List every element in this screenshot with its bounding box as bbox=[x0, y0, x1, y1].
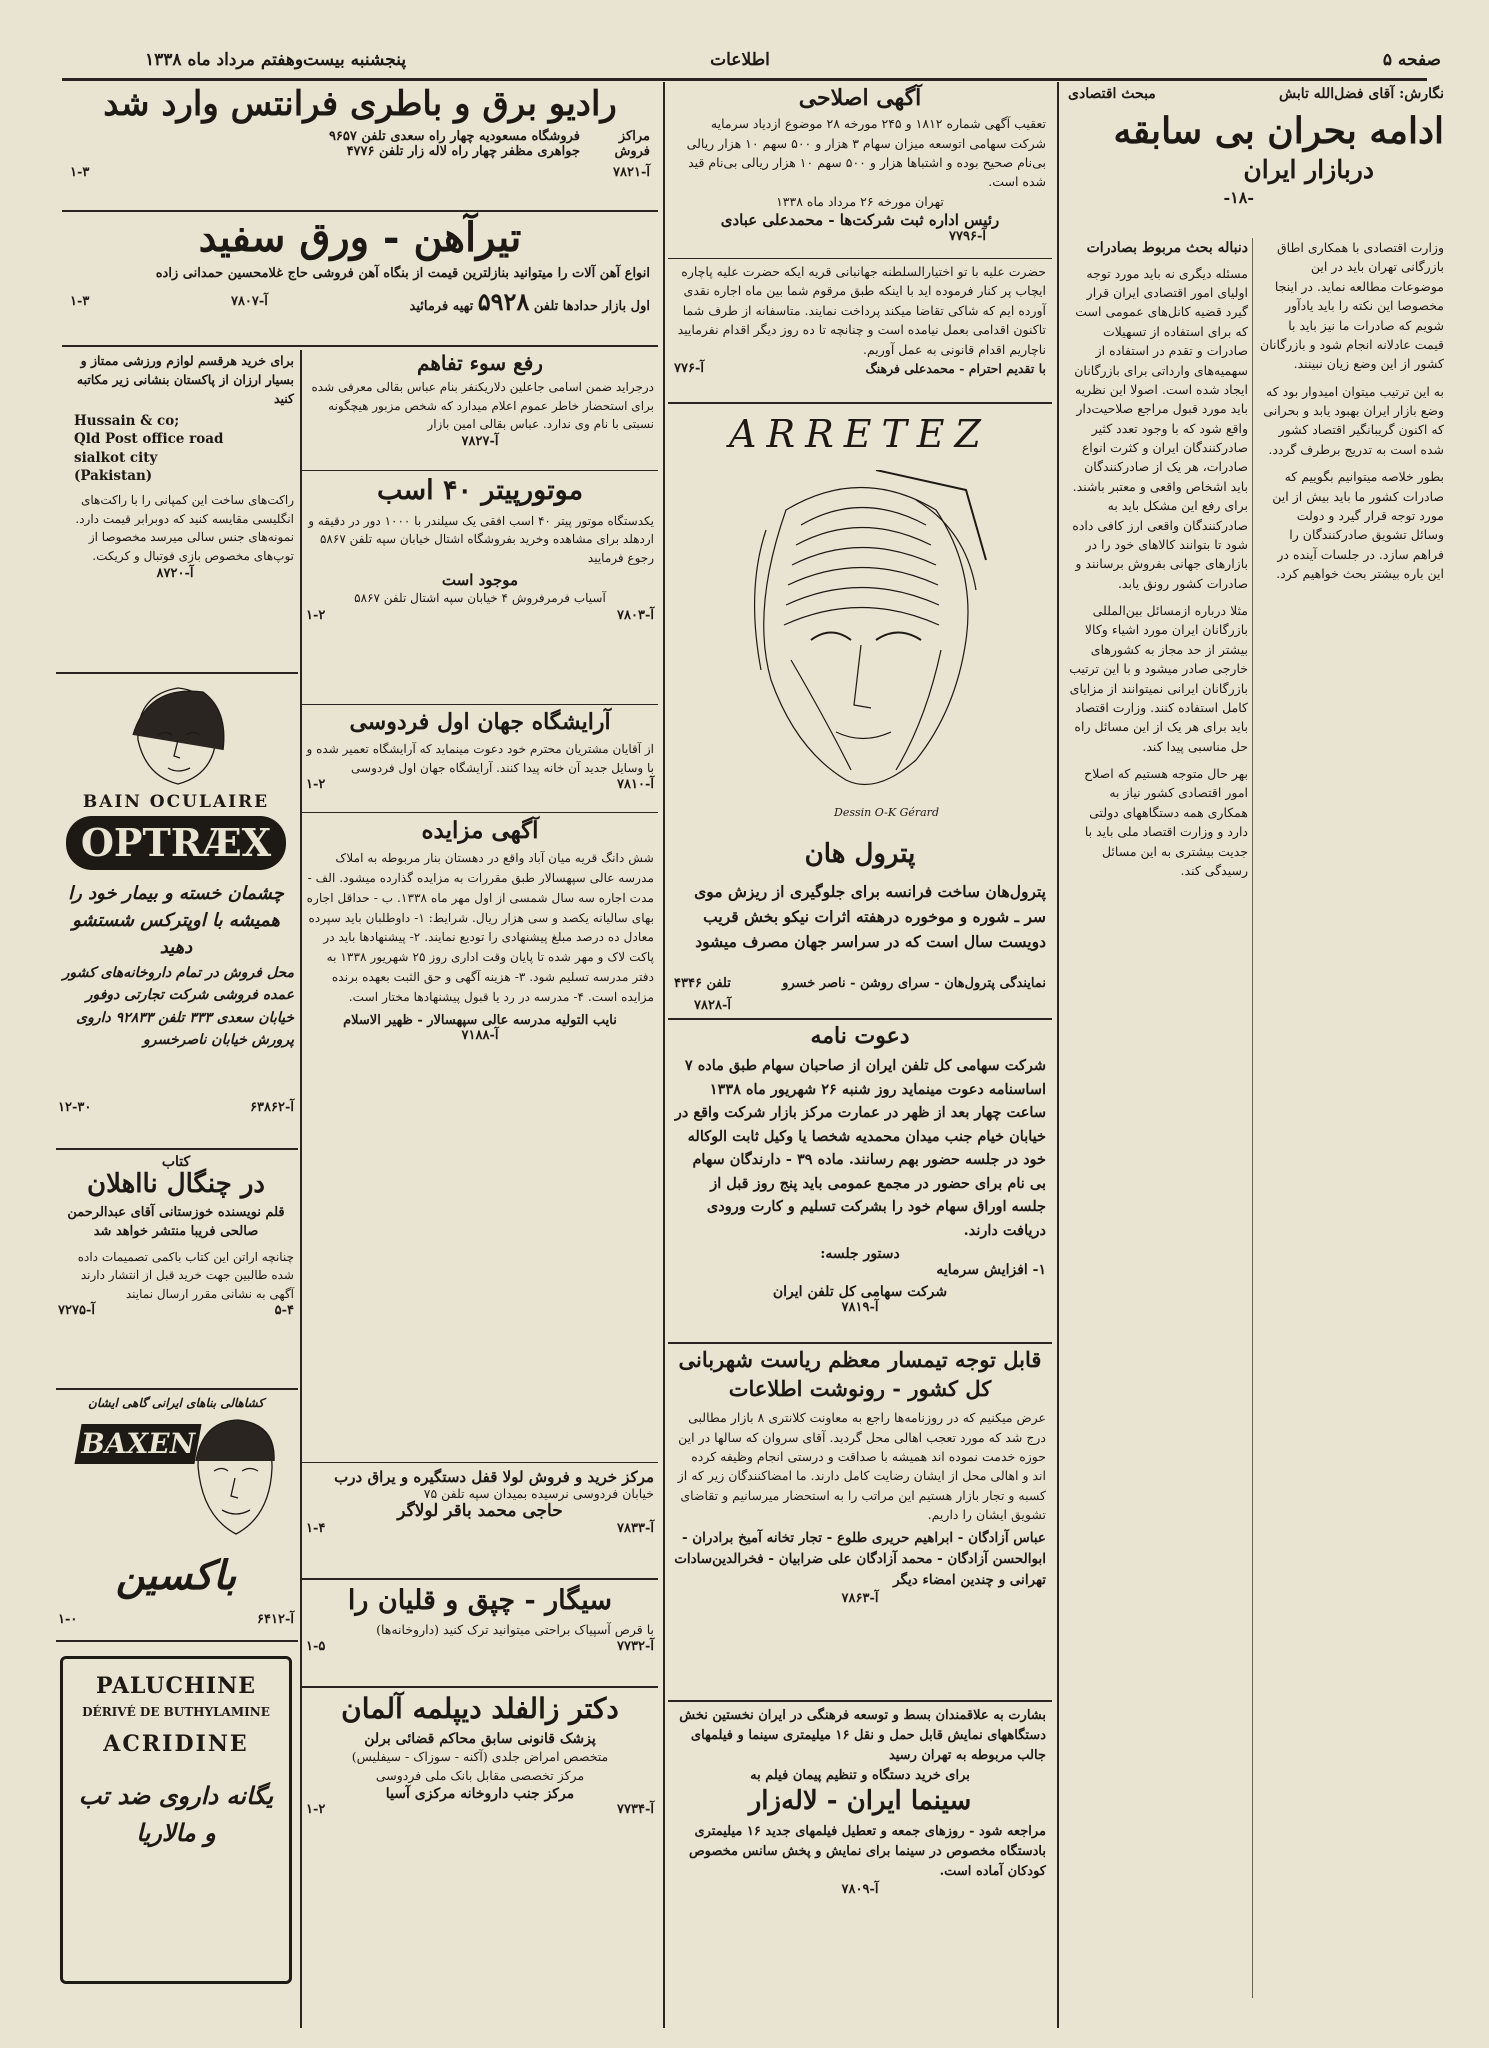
doctor-line: مرکز تخصصی مقابل بانک ملی فردوسی bbox=[375, 1768, 585, 1784]
ad-run: ۱-۳ bbox=[70, 294, 90, 309]
shareholder-invitation bbox=[674, 1024, 1046, 1315]
column-rule bbox=[1057, 82, 1059, 2028]
cigar-text: با قرص آسپیاک براحتی میتوانید ترک کنید (داروخانه‌ها) bbox=[376, 1621, 654, 1637]
police-notice bbox=[674, 1348, 1046, 1606]
paluchine-persian: یگانه داروی ضد تب و مالاریا bbox=[78, 1781, 274, 1848]
ad-code: آ-۶۴۱۲ bbox=[257, 1612, 294, 1627]
invitation-signer: شرکت سهامی کل تلفن ایران bbox=[772, 1284, 948, 1301]
ad-code: آ-۸۷۲۰ bbox=[156, 565, 194, 581]
ad-run: ۱-۲ bbox=[306, 608, 326, 624]
farhang-notice bbox=[674, 262, 1046, 379]
motor-ad bbox=[306, 476, 654, 623]
invitation-text: شرکت سهامی کل تلفن ایران از صاحبان سهام طبق ماده ۷ اساسنامه دعوت مینماید روز شنبه ۲۶ شهریور ماه ۱۳۳۸ ساعت چهار بعد از ظهر در عمارت مرکز بازار شرکت واقع در خیابان خیام جنب میدان محمدیه شخصا یا وکیل ثابت الوکاله خود در جلسه حضور بهم رسانند. ماده ۳۹ - دارندگان سهام بی نام برای حضور در مجمع عمومی باید پنج روز قبل از جلسه اوراق سهام خود را بشرکت تسلیم و کارت ورودی دریافت دارند. bbox=[674, 1057, 1046, 1239]
auction-text: شش دانگ قریه میان آباد واقع در دهستان بنار مربوطه به املاک مدرسه عالی سپهسالار طبق مقررات به مزایده گذارده میشود. الف - مدت اجاره سه سال شمسی از اول مهر ماه ۱۳۳۸. ب - حداقل اجاره بهای سالیانه یکصد و سی هزار ریال. شرایط: ۱- داوطلبان باید سپرده معادل ده درصد مبلغ پیشنهادی را تودیع نمایند. ۲- پیشنهادها باید در پاکت لاک و مهر شده تا پایان وقت اداری روز ۲۵ شهریور ۱۳۳۸ به دفتر مدرسه تسلیم شود. ۳- هزینه آگهی و حق الثبت بعهده برنده مزایده است. ۴- مدرسه در رد یا قبول پیشنهادها مختار است. bbox=[306, 851, 654, 1004]
correction-signer: رئیس اداره ثبت شرکت‌ها - محمدعلی عبادی bbox=[720, 211, 1000, 230]
article-paragraph: به این ترتیب میتوان امیدوار بود که وضع بازار ایران بهبود یابد و بحرانی که اکنون گریبانگیر اقتصاد کشور شده است به تدریج برطرف گردد. bbox=[1263, 383, 1444, 457]
agent-phone: تلفن ۴۳۴۶ bbox=[674, 976, 731, 991]
agenda-item: ۱- افزایش سرمایه bbox=[936, 1262, 1046, 1279]
ad-run: ۵-۴ bbox=[274, 1303, 294, 1319]
divider bbox=[302, 470, 658, 471]
beam-title: تیرآهن - ورق سفید bbox=[198, 214, 522, 261]
ad-code: آ-۷۱۸۸ bbox=[461, 1028, 499, 1044]
motor-stock-text: آسیاب فرمرفروش ۴ خیابان سپه اشتال تلفن ۵۸۶۷ bbox=[354, 591, 606, 606]
ad-code: آ-۷۸۲۷ bbox=[461, 433, 499, 449]
doctor-line: پزشک قانونی سابق محاکم قضائی برلن bbox=[364, 1730, 596, 1747]
beam-phone: ۵۹۲۸ bbox=[477, 287, 530, 316]
notice-title: قابل توجه تیمسار معظم ریاست شهربانی bbox=[678, 1347, 1042, 1372]
ad-code: آ-۷۸۲۱ bbox=[613, 165, 650, 181]
ad-code: آ-۶۳۸۶۲ bbox=[250, 1100, 294, 1115]
article-paragraph: بطور خلاصه میتوانیم بگوییم که صادرات کشور ما باید بیش از این مورد توجه قرار گیرد و دولت وسائل تشویق صادرکنندگان را فراهم سازد. در جلسات آینده در این باره بیشتر بحث خواهیم کرد. bbox=[1272, 469, 1444, 581]
doctor-title: دکتر زالفلد دیپلمه آلمان bbox=[341, 1692, 619, 1725]
barber-salon-ad bbox=[306, 710, 654, 792]
sale-points-label: مراکز فروش bbox=[614, 129, 650, 160]
byline: نگارش: آقای فضل‌الله تابش bbox=[1279, 86, 1444, 102]
divider bbox=[56, 672, 298, 674]
ad-code: آ-۷۸۰۷ bbox=[230, 294, 268, 309]
ad-code: آ-۷۷۹۶ bbox=[949, 229, 986, 245]
divider bbox=[668, 1342, 1052, 1344]
optrex-ad bbox=[58, 680, 294, 1120]
cinema-iran-ad bbox=[674, 1706, 1046, 1897]
paluchine-logo: PALUCHINE bbox=[96, 1673, 256, 1699]
book-title: در چنگال نااهلان bbox=[86, 1169, 266, 1199]
notice-text: عرض میکنیم که در روزنامه‌ها راجع به معاونت کلانتری ۸ بازار مطالبی درج شد که مورد تعجب اهالی محل گردید. آقای سروان که سالها در این حوزه خدمت نموده اند همیشه با صداقت و درستی انجام وظیفه کرده اند و اهالی محل از ایشان رضایت کامل دارند. ما امضاکنندگان زیر که از کسبه و تجار بازار هستیم این مراتب را به استحضار میرسانیم و تقاضای تشویق ایشان را داریم. bbox=[677, 1410, 1046, 1523]
hardware-ad bbox=[306, 1468, 654, 1536]
illustration-credit: Dessin O-K Gérard bbox=[834, 806, 939, 819]
divider bbox=[668, 1700, 1052, 1702]
shop-address: فروشگاه مسعودیه چهار راه سعدی تلفن ۹۶۵۷ bbox=[328, 129, 580, 145]
divider bbox=[302, 704, 658, 705]
clarification-title: رفع سوء تفاهم bbox=[417, 351, 543, 375]
salon-text: از آقایان مشتریان محترم خود دعوت مینماید که آرایشگاه تعمیر شده و با وسایل جدید آن خانه پیدا کنند. آرایشگاه جهان اول فردوسی bbox=[306, 742, 654, 775]
doctor-line: متخصص امراض جلدی (آکنه - سوزاک - سیفلیس) bbox=[351, 1748, 609, 1764]
ad-code: آ-۷۸۶۳ bbox=[841, 1591, 879, 1607]
auction-title: آگهی مزایده bbox=[421, 817, 539, 844]
man-portrait-illustration bbox=[178, 1416, 288, 1546]
divider bbox=[668, 402, 1052, 404]
ad-run: ۱-۲ bbox=[306, 777, 326, 793]
salon-title: آرایشگاه جهان اول فردوسی bbox=[349, 709, 611, 735]
correction-title: آگهی اصلاحی bbox=[798, 85, 922, 111]
optrex-logo: OPTRÆX bbox=[66, 816, 286, 870]
cinema-name: سینما ایران - لاله‌زار bbox=[748, 1786, 972, 1817]
auction-footer: نایب التولیه مدرسه عالی سپهسالار - ظهیر الاسلام bbox=[343, 1013, 617, 1029]
column-rule bbox=[663, 82, 665, 2028]
ad-headline: ARRETEZ bbox=[729, 412, 991, 456]
article-column-right bbox=[1068, 238, 1248, 1998]
masthead-rule bbox=[62, 78, 1427, 81]
notice-text: حضرت علیه با تو اختیارالسلطنه جهانبانی قریه ایکه حضرت علیه پاچاره ایچاب پر کنار فرموده اید با اینکه طبق مرقوم شما بین ماه اجاره نقدی آورده ایم که شاکی تقاضا میکند پرداخت نمایند. متاسفانه از طرف شما تاکنون اقدامی بعمل نیامده است و چنانچه تا ده روز دیگر اقدام نفرمایید ناچاریم اقدام قانونی به عمل آوریم. bbox=[677, 264, 1046, 357]
cinema-text: مراجعه شود - روزهای جمعه و تعطیل فیلمهای جدید ۱۶ میلیمتری بادستگاه مخصوص در سینما برای نمایش و پخش سانس مخصوص کودکان آماده است. bbox=[688, 1824, 1046, 1880]
baxen-ad bbox=[58, 1394, 294, 1632]
book-ad bbox=[58, 1154, 294, 1318]
book-text: چنانچه اراتن این کتاب باکمی تصمیمات داده شده طالبین جهت خرید قبل از انتشار دارند آگهی به نشانی مقرر ارسال نمایند bbox=[77, 1249, 294, 1301]
petrol-hahn-ad bbox=[674, 408, 1046, 1108]
gutter-rule bbox=[1252, 238, 1253, 1998]
economic-article bbox=[1068, 86, 1444, 207]
ad-code: آ-۷۲۷۵ bbox=[58, 1303, 95, 1319]
hussain-text: راکت‌های ساخت این کمپانی را با راکت‌های انگلیسی مقایسه کنید که دوبرابر قیمت دارد. نمونه‌های جنس سالی میرسد مخصوصا از توپ‌های مخصوص بازی فوتبال و کریکت. bbox=[75, 493, 294, 563]
paluchine-ad bbox=[60, 1656, 292, 1984]
hardware-owner: حاجی محمد باقر لولاگر bbox=[397, 1501, 563, 1521]
optrex-slogan: چشمان خسته و بیمار خود را همیشه با اوپترکس شستشو دهید bbox=[68, 883, 284, 958]
divider bbox=[668, 258, 1052, 259]
ad-code: آ-۷۷۳۴ bbox=[617, 1801, 654, 1817]
radio-title: رادیو برق و باطری فرانتس وارد شد bbox=[103, 84, 617, 124]
ad-code: آ-۷۸۳۳ bbox=[617, 1521, 654, 1536]
article-column-left bbox=[1260, 238, 1444, 1998]
notice-signers: عباس آزادگان - ابراهیم حریری طلوع - تجار تخانه آمیخ برادران - ابوالحسن آزادگان - محمد آزادگان علی ضرابیان - فخرالدین‌سادات تهرانی و چندین امضاء دیگر bbox=[674, 1530, 1046, 1589]
ad-code: آ-۷۸۱۹ bbox=[841, 1300, 879, 1316]
article-paragraph: بهر حال متوجه هستیم که اصلاح امور اقتصادی کشور نیاز به همکاری همه دستگاههای دولتی دارد و وزارت اقتصاد ملی باید با جدیت بیشتری به این مسائل رسیدگی کند. bbox=[1084, 766, 1248, 878]
product-description: پترول‌هان ساخت فرانسه برای جلوگیری از ریزش موی سر ـ شوره و موخوره درهفته اثرات نیکو بخش قریب دویست سال است که در سراسر جهان مصرف میشود bbox=[694, 882, 1046, 951]
divider bbox=[62, 345, 658, 347]
hussain-address: Hussain & co; Qld Post office road sialkot city (Pakistan) bbox=[74, 413, 224, 484]
article-title-line2: دربازار ایران bbox=[1243, 154, 1374, 184]
ad-run: ۱-۴ bbox=[306, 1521, 326, 1536]
divider bbox=[668, 1018, 1052, 1020]
issue-date: پنجشنبه بیست‌وهفتم مرداد ماه ۱۳۳۸ bbox=[145, 50, 407, 70]
iron-beam-ad bbox=[70, 216, 650, 316]
divider bbox=[56, 1148, 298, 1150]
auction-notice bbox=[306, 818, 654, 1043]
ad-code: آ-۷۸۰۹ bbox=[841, 1882, 879, 1898]
agent-address: نمایندگی پترول‌هان - سرای روشن - ناصر خسرو bbox=[782, 976, 1046, 991]
acridine-logo: ACRIDINE bbox=[103, 1731, 249, 1757]
ad-run: ۱۲-۳۰ bbox=[58, 1100, 92, 1115]
baxen-tagline: کشاهالی بناهای ایرانی گاهی ایشان bbox=[88, 1396, 264, 1410]
baxen-logo: BAXEN bbox=[74, 1424, 201, 1464]
hardware-line2: خیابان فردوسی نرسیده بمیدان سپه تلفن ۷۵ bbox=[423, 1486, 654, 1501]
woman-portrait-illustration bbox=[108, 680, 238, 790]
ad-code: آ-۷۷۳۲ bbox=[617, 1639, 654, 1655]
paper-name: اطلاعات bbox=[710, 50, 770, 70]
divider bbox=[302, 1462, 658, 1463]
quit-smoking-ad bbox=[306, 1586, 654, 1654]
cigar-title: سیگار - چپق و قلیان را bbox=[347, 1585, 613, 1616]
ad-run: ۱-۵ bbox=[306, 1639, 326, 1655]
article-paragraph: وزارت اقتصادی با همکاری اطاق بازرگانی تهران باید در این موضوعات مطالعه نماید. در اینجا مخصوصا این نکته را باید یادآور شویم که صادرات ما نیز باید با قیمت عادلانه انجام شود و بازرگانان کشور از این وضع زیان نبینند. bbox=[1260, 240, 1444, 372]
ad-run: ۱-۲ bbox=[306, 1801, 326, 1817]
clarification-ad bbox=[306, 352, 654, 449]
motor-text: یکدستگاه موتور پیتر ۴۰ اسب افقی یک سیلندر با ۱۰۰۰ دور در دقیقه و اردهلد برای مشاهده وخرید بفروشگاه اشتال خیابان سپه تلفن ۵۸۶۷ رجوع فرمایید bbox=[308, 513, 654, 565]
notice-title-line2: کل کشور - رونوشت اطلاعات bbox=[728, 1376, 992, 1402]
section-label: مبحث اقتصادی bbox=[1068, 86, 1156, 102]
radio-ad bbox=[70, 86, 650, 180]
cinema-line: برای خرید دستگاه و تنظیم پیمان فیلم به bbox=[750, 1768, 970, 1784]
product-name: پترول هان bbox=[804, 839, 916, 869]
beam-text: انواع آهن آلات را میتوانید بنازلترین قیمت از بنگاه آهن فروشی حاج غلامحسین حمدانی زاده bbox=[155, 266, 650, 281]
paluchine-sub: DÉRIVÉ DE BUTHYLAMINE bbox=[82, 1705, 270, 1719]
divider bbox=[56, 1640, 298, 1642]
article-paragraph: مثلا درباره ازمسائل بین‌المللی بازرگانان ایران مورد اشیاء وکالا بیشتر از حد مجاز به کشورهای خارجی صادر میشود و با این ترتیب بازرگانان ایرانی نمیتوانند از مزایای کامل استفاده کنند. وزارت اقتصاد باید برای هر یک از این مسائل راه حل مناسبی پیدا کند. bbox=[1069, 603, 1248, 754]
beam-tail: تهیه فرمائید bbox=[409, 299, 474, 314]
doctor-ad bbox=[306, 1694, 654, 1817]
article-title: ادامه بحران بی سابقه bbox=[1113, 110, 1444, 152]
divider bbox=[302, 1578, 658, 1580]
shop-address: جواهری مظفر چهار راه لاله زار تلفن ۴۷۷۶ bbox=[346, 144, 580, 160]
motor-stock: موجود است bbox=[441, 571, 519, 590]
divider bbox=[56, 1388, 298, 1390]
agenda-title: دستور جلسه: bbox=[820, 1246, 900, 1263]
hardware-line1: مرکز خرید و فروش لولا قفل دستگیره و یراق درب bbox=[334, 1468, 654, 1486]
divider bbox=[302, 1686, 658, 1688]
hussain-intro: برای خرید هرقسم لوازم ورزشی ممتاز و بسیار ارزان از پاکستان بنشانی زیر مکاتبه کنید bbox=[76, 353, 294, 406]
clarification-text: درجراید ضمن اسامی جاعلین دلاریکنفر بنام عباس بقالی معرفی شده برای استحضار خاطر عموم اعلام میدارد که شخص مزبور هیچگونه نسبتی با نام وی ندارد. عباس بقالی امین بازار bbox=[311, 380, 654, 432]
cinema-intro: بشارت به علاقمندان بسط و توسعه فرهنگی در ایران نخستین نخش دستگاههای نمایش قابل حمل و نقل ۱۶ میلیمتری سینما و فیلمهای جالب مربوطه به تهران رسید bbox=[679, 1708, 1046, 1764]
book-author: قلم نویسنده خوزستانی آقای عبدالرحمن صالحی فریبا منتشر خواهد شد bbox=[67, 1204, 285, 1240]
page-label: صفحه ۵ bbox=[1382, 50, 1441, 70]
column-rule bbox=[300, 350, 302, 2028]
baxen-persian-logo: باکسین bbox=[115, 1552, 237, 1599]
doctor-line: مرکز جنب داروخانه مرکزی آسیا bbox=[385, 1785, 575, 1802]
ad-code: آ-۷۷۶ bbox=[674, 360, 704, 376]
invitation-title: دعوت نامه bbox=[810, 1023, 910, 1049]
ad-run: ۱-۳ bbox=[70, 165, 90, 181]
correction-notice bbox=[674, 86, 1046, 244]
article-part: -۱۸- bbox=[1223, 188, 1254, 208]
divider bbox=[62, 210, 658, 212]
ad-code: آ-۷۸۱۰ bbox=[617, 777, 654, 793]
ad-run: ۱-۰ bbox=[58, 1612, 78, 1627]
beam-address: اول بازار حداد‌ها تلفن bbox=[533, 299, 650, 314]
correction-date: تهران مورخه ۲۶ مرداد ماه ۱۳۳۸ bbox=[776, 193, 944, 209]
article-paragraph: مسئله دیگری نه باید مورد توجه اولیای امور اقتصادی ایران قرار گیرد قضیه کانل‌های عمومی است که برای استفاده از تسهیلات صادرات و تقدم در استفاده از سهمیه‌های وارداتی برای بازرگانان ایجاد شده است. اصولا این نظریه باید مورد قبول مراجع صلاحیت‌دار واقع شود که با وجود تعدد کثیر صادرکنندگان ایران و کثرت انواع صادرات، هر یک از صادرکنندگان باید اشخاص واقعی و معتبر باشند. برای رفع این مشکل باید به صادرکنندگان واقعی ارز کافی داده شود تا بتوانند کالاهای خود را در بازارهای جهانی بفروش برسانند و صادرات کشور رونق یابد. bbox=[1072, 265, 1248, 591]
correction-text: تعقیب آگهی شماره ۱۸۱۲ و ۲۴۵ مورخه ۲۸ موضوع ازدیاد سرمایه شرکت سهامی اتوسعه میزان سهام ۳ هزار و ۵۰۰ سهم ۱۰ هزار ریالی بی‌نام صحیح بوده و اشتباها هزار و ۵۰۰ سهم ۱۰ هزار ریالی بی‌نام قید شده است. bbox=[686, 116, 1046, 190]
divider bbox=[302, 812, 658, 813]
ad-code: آ-۷۸۲۸ bbox=[694, 998, 731, 1013]
book-label: کتاب bbox=[161, 1154, 191, 1170]
hair-portrait-illustration bbox=[726, 470, 996, 800]
notice-signer: با تقدیم احترام - محمدعلی فرهنگ bbox=[865, 360, 1046, 376]
hussain-sports-ad bbox=[56, 352, 294, 581]
article-subtitle: دنباله بحث مربوط بصادرات bbox=[1086, 240, 1248, 256]
optrex-tagline: BAIN OCULAIRE bbox=[82, 792, 270, 812]
ad-code: آ-۷۸۰۳ bbox=[617, 608, 654, 624]
motor-title: موتورپیتر ۴۰ اسب bbox=[376, 475, 584, 506]
optrex-text: محل فروش در تمام داروخانه‌های کشور عمده فروشی شرکت تجارتی دوفور خیابان سعدی ۳۳۳ تلفن ۹۲۸۳۳ داروی پرورش خیابان ناصرخسرو bbox=[62, 965, 294, 1049]
